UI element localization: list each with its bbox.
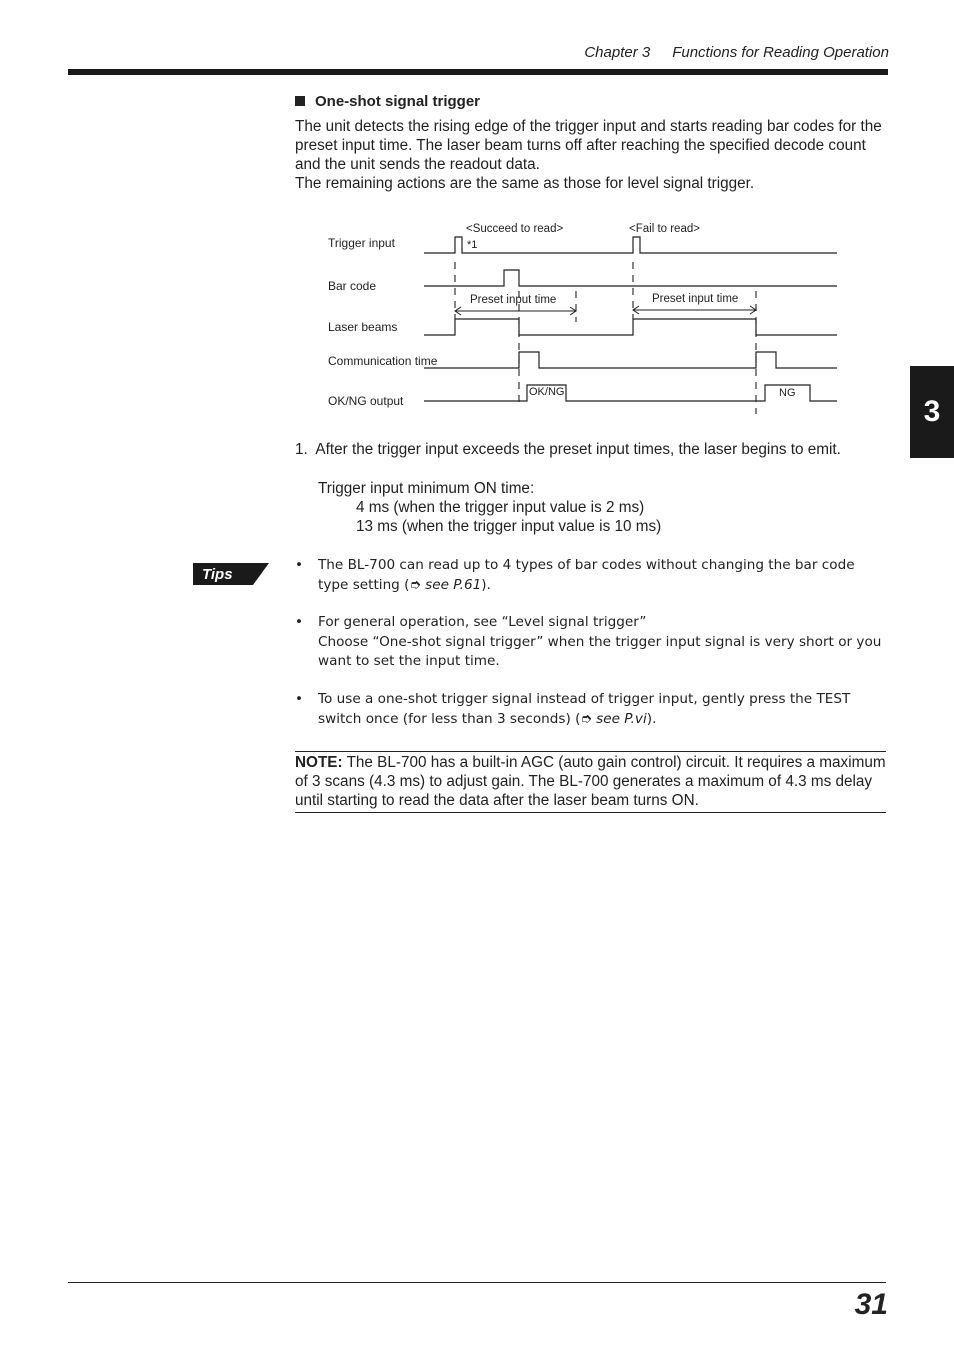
bar-code-waveform xyxy=(424,270,837,286)
section-title-text: One-shot signal trigger xyxy=(315,93,481,110)
chapter-label: Chapter 3 xyxy=(584,44,651,61)
tips-badge-label: Tips xyxy=(202,566,233,583)
min-on-time-title: Trigger input minimum ON time: xyxy=(318,480,535,497)
tips-badge xyxy=(193,563,269,585)
min-on-time-item-1: 4 ms (when the trigger input value is 2 ms) xyxy=(356,499,645,516)
page-reference-link[interactable]: see P.61 xyxy=(425,576,482,593)
ng-pulse-label: NG xyxy=(779,387,796,399)
ok-ng-output-waveform xyxy=(424,385,837,401)
chapter-title: Functions for Reading Operation xyxy=(672,44,889,61)
section-paragraph-1: The unit detects the rising edge of the trigger input and starts reading bar codes for the preset input time. The laser beam turns off after reaching the specified decode count and the unit sends the readout data. xyxy=(295,118,882,173)
footer-rule xyxy=(68,1282,886,1283)
tip-text-end: ). xyxy=(481,576,491,593)
trigger-input-waveform xyxy=(424,237,837,253)
page-reference-link[interactable]: see P.vi xyxy=(596,710,647,727)
succeed-to-read-label: <Succeed to read> xyxy=(466,223,564,235)
tip-text: The BL-700 can read up to 4 types of bar codes without changing the bar code type setting ( xyxy=(318,557,855,593)
section-paragraph-2: The remaining actions are the same as those for level signal trigger. xyxy=(295,175,755,192)
footnote-mark: *1 xyxy=(467,239,478,251)
label-bar-code: Bar code xyxy=(328,279,377,293)
tip-item-3 xyxy=(295,690,885,729)
note-number: 1. xyxy=(295,441,308,458)
section-title xyxy=(295,93,480,110)
communication-time-waveform xyxy=(424,352,837,368)
fail-to-read-label: <Fail to read> xyxy=(629,223,700,235)
reference-arrow-icon: ➮ xyxy=(580,710,597,727)
label-ok-ng-output: OK/NG output xyxy=(328,394,404,408)
tip-text-end: ). xyxy=(646,710,657,727)
note-text: The BL-700 has a built-in AGC (auto gain control) circuit. It requires a maximum of 3 scans (4.3 ms) to adjust gain. The BL-700 generates a maximum of 4.3 ms delay until starting to read the data after the laser beam turns ON. xyxy=(295,754,886,809)
timing-diagram xyxy=(320,210,850,420)
bullet: • xyxy=(295,557,304,573)
tip-item-2 xyxy=(295,613,885,672)
note-label: NOTE: xyxy=(295,754,343,771)
tip-text: Choose “One-shot signal trigger” when the trigger input signal is very short or you want to set the input time. xyxy=(318,633,882,669)
tip-text: For general operation, see “Level signal trigger” xyxy=(318,614,647,630)
note-text: After the trigger input exceeds the preset input times, the laser begins to emit. xyxy=(315,441,841,458)
square-bullet-icon xyxy=(295,96,305,106)
chapter-tab: 3 xyxy=(910,366,954,458)
preset-input-time-label-1: Preset input time xyxy=(470,294,557,306)
tip-text: To use a one-shot trigger signal instead of trigger input, gently press the TEST switch once (for less than 3 seconds) ( xyxy=(318,691,851,727)
preset-input-time-label-2: Preset input time xyxy=(652,293,739,305)
bullet: • xyxy=(295,691,304,707)
label-trigger-input: Trigger input xyxy=(328,236,395,250)
page-header xyxy=(0,44,889,61)
tip-item-1 xyxy=(295,556,885,595)
bullet: • xyxy=(295,614,304,630)
ok-ng-pulse-label: OK/NG xyxy=(529,386,565,398)
header-rule xyxy=(68,69,888,75)
label-laser-beams: Laser beams xyxy=(328,320,398,334)
numbered-note-1 xyxy=(295,440,895,459)
min-on-time-item-2: 13 ms (when the trigger input value is 10 ms) xyxy=(356,518,662,535)
reference-arrow-icon: ➮ xyxy=(409,576,426,593)
laser-beams-waveform xyxy=(424,319,837,335)
note-box xyxy=(295,751,886,813)
page-number: 31 xyxy=(854,1288,888,1321)
label-communication-time: Communication time xyxy=(328,354,438,368)
